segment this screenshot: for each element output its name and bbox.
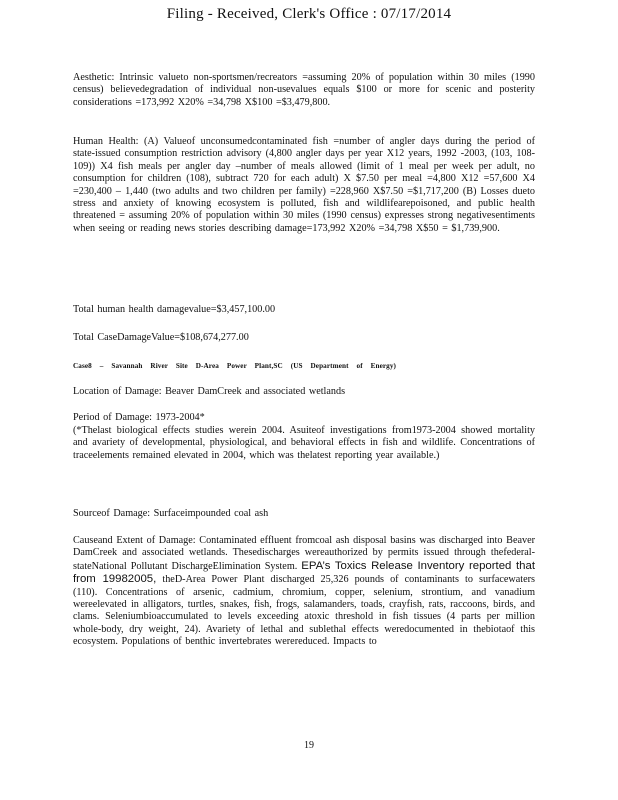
- page-number: 19: [304, 740, 314, 751]
- human-health-paragraph: Human Health: (A) Valueof unconsumedcontaminated fish =number of angler days during the period of state-issued consumption restriction advisory (4,800 angler days per year X12 years, 1992 -2003, (103, 108-109)) X4 fish meals per angler day –number of meals allowed (limit of 1 meal per week per adult, no consumption for children (108), subtract 720 for each adult) X $7.50 per meal =4,800 X12 =57,600 X4 =230,400 – 1,440 (two adults and two children per family) =228,960 X$7.50 =$1,717,200 (B) Losses dueto stress and anxiety of knowing ecosystem is polluted, fish and wildlifearepoisoned, and public health threatened = assuming 20% of population within 30 miles (1990 census) expresses strong negativesentiments when seeing or reading news stories describing damage=173,992 X20% =34,798 X$50 = $1,739,900.: [73, 136, 535, 234]
- period-note: (*Thelast biological effects studies werein 2004. Asuiteof investigations from1973-2004 showed mortality and avariety of developmental, physiological, and behavioral effects in fish and wildlife. Concentrations of traceelements remained elevated in 2004, which was thelatest reporting year available.): [73, 425, 535, 461]
- case-title: Case8 – Savannah River Site D-Area Power Plant,SC (US Department of Energy): [73, 362, 397, 370]
- source-of-damage: Sourceof Damage: Surfaceimpounded coal ash: [73, 508, 269, 519]
- total-health-value: Total human health damagevalue=$3,457,100.00: [73, 304, 276, 315]
- aesthetic-paragraph: Aesthetic: Intrinsic valueto non-sportsmen/recreators =assuming 20% of population within 30 miles (1990 census) believedegradation of individual non-usevalues equals $100 or more for scenic and posterity considerations =173,992 X20% =34,798 X$100 =$3,479,800.: [73, 72, 535, 108]
- total-case-value: Total CaseDamageValue=$108,674,277.00: [73, 332, 249, 343]
- period-of-damage: Period of Damage: 1973-2004*: [73, 412, 205, 423]
- tri-report-sentence: EPA’s Toxics Release Inventory reported that from 19982005,: [73, 559, 535, 586]
- filing-header: Filing - Received, Clerk's Office : 07/17/2014: [166, 6, 452, 22]
- location-of-damage: Location of Damage: Beaver DamCreek and associated wetlands: [73, 386, 346, 397]
- cause-text-part2: theD-Area Power Plant discharged 25,326 pounds of contaminants to surfacewaters (110). Concentrations of arsenic, cadmium, chromium, copper, selenium, strontium, and vanadium wereelevated in alligators, turtles, snakes, fish, frogs, salamanders, toads, crayfish, rats, raccoons, birds, and clams. Seleniumbioaccumulated to levels exceeding atoxic threshold in fish tissues (4 parts per million whole-body, dry weight, 24). Avariety of lethal and sublethal effects weredocumented in thebiotaof this ecosystem. Populations of benthic invertebrates werereduced. Impacts to: [73, 574, 535, 648]
- cause-text-part1: Causeand Extent of Damage: Contaminated effluent fromcoal ash disposal basins was discharged into Beaver DamCreek and associated wetlands. Thesedischarges wereauthorized by permits issued through thefederal-stateNational Pollutant DischargeElimination System.: [73, 535, 535, 572]
- cause-and-extent-paragraph: [73, 535, 535, 649]
